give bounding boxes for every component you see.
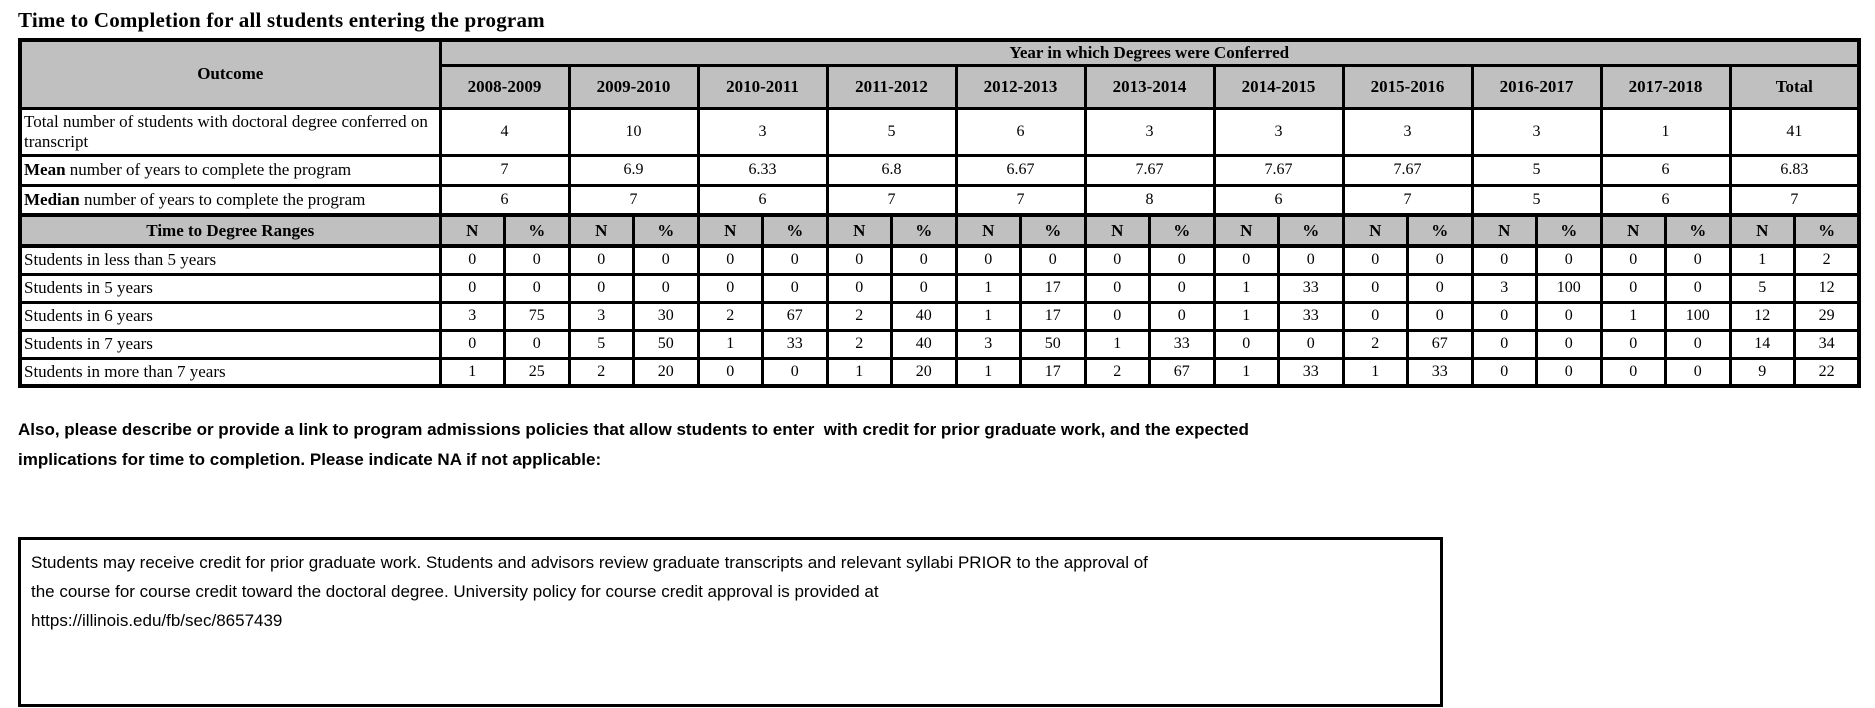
pct-cell: 50 (1021, 330, 1086, 358)
year-header-cell: 2014-2015 (1214, 65, 1343, 108)
value-cell: 6.33 (698, 155, 827, 185)
pct-cell: 33 (1150, 330, 1215, 358)
n-cell: 2 (569, 358, 634, 386)
n-cell: 1 (956, 302, 1021, 330)
ranges-header-label: Time to Degree Ranges (20, 215, 440, 246)
n-header-cell: N (827, 215, 892, 246)
pct-cell: 0 (634, 274, 699, 302)
n-cell: 0 (1085, 302, 1150, 330)
value-cell: 6 (698, 185, 827, 215)
row-label: Median number of years to complete the program (20, 185, 440, 215)
value-cell: 3 (1472, 108, 1601, 155)
row-label: Total number of students with doctoral degree conferred on transcript (20, 108, 440, 155)
value-cell: 7 (569, 185, 698, 215)
year-header-cell: 2016-2017 (1472, 65, 1601, 108)
range-row (20, 330, 1859, 358)
pct-cell: 17 (1021, 358, 1086, 386)
n-cell: 5 (1730, 274, 1795, 302)
n-cell: 0 (1601, 274, 1666, 302)
n-cell: 2 (698, 302, 763, 330)
year-header-cell: 2009-2010 (569, 65, 698, 108)
value-cell: 1 (1601, 108, 1730, 155)
n-cell: 5 (569, 330, 634, 358)
pct-cell: 0 (1537, 302, 1602, 330)
value-cell: 6.83 (1730, 155, 1859, 185)
n-cell: 2 (827, 330, 892, 358)
value-cell: 6 (1601, 155, 1730, 185)
value-cell: 5 (1472, 155, 1601, 185)
n-cell: 1 (1214, 302, 1279, 330)
row-label: Students in 7 years (20, 330, 440, 358)
pct-header-cell: % (1537, 215, 1602, 246)
n-header-cell: N (1472, 215, 1537, 246)
n-cell: 9 (1730, 358, 1795, 386)
document-page (0, 8, 1875, 708)
admissions-prompt (18, 415, 1875, 475)
n-cell: 0 (440, 246, 505, 274)
n-header-cell: N (1085, 215, 1150, 246)
value-cell: 4 (440, 108, 569, 155)
range-row (20, 246, 1859, 274)
n-header-cell: N (956, 215, 1021, 246)
n-cell: 14 (1730, 330, 1795, 358)
pct-cell: 50 (634, 330, 699, 358)
n-cell: 3 (440, 302, 505, 330)
n-cell: 1 (440, 358, 505, 386)
n-cell: 1 (956, 358, 1021, 386)
summary-row (20, 185, 1859, 215)
value-cell: 7 (956, 185, 1085, 215)
pct-cell: 20 (892, 358, 957, 386)
row-label: Students in less than 5 years (20, 246, 440, 274)
pct-cell: 2 (1795, 246, 1860, 274)
value-cell: 6.9 (569, 155, 698, 185)
value-cell: 3 (1214, 108, 1343, 155)
prompt-line: Also, please describe or provide a link to program admissions policies that allow students to enter with credit for prior graduate work, and the expected (18, 420, 1249, 439)
value-cell: 3 (1343, 108, 1472, 155)
n-cell: 0 (569, 246, 634, 274)
n-cell: 2 (1343, 330, 1408, 358)
row-label: Students in more than 7 years (20, 358, 440, 386)
year-header-cell: 2017-2018 (1601, 65, 1730, 108)
answer-line: the course for course credit toward the doctoral degree. University policy for course credit approval is provided at (31, 582, 879, 601)
pct-cell: 0 (1666, 358, 1731, 386)
pct-cell: 0 (1150, 246, 1215, 274)
n-cell: 1 (698, 330, 763, 358)
pct-cell: 0 (634, 246, 699, 274)
n-cell: 0 (698, 274, 763, 302)
pct-cell: 40 (892, 330, 957, 358)
pct-cell: 33 (1408, 358, 1473, 386)
prompt-line: implications for time to completion. Please indicate NA if not applicable: (18, 450, 602, 469)
range-row (20, 274, 1859, 302)
row-label: Mean number of years to complete the program (20, 155, 440, 185)
summary-row (20, 155, 1859, 185)
summary-row (20, 108, 1859, 155)
n-cell: 0 (440, 274, 505, 302)
pct-cell: 30 (634, 302, 699, 330)
value-cell: 10 (569, 108, 698, 155)
pct-cell: 0 (1537, 246, 1602, 274)
pct-cell: 34 (1795, 330, 1860, 358)
n-cell: 3 (1472, 274, 1537, 302)
value-cell: 7 (827, 185, 956, 215)
n-cell: 12 (1730, 302, 1795, 330)
n-cell: 0 (1601, 246, 1666, 274)
year-header-cell: 2015-2016 (1343, 65, 1472, 108)
value-cell: 7 (1343, 185, 1472, 215)
n-cell: 3 (569, 302, 634, 330)
n-cell: 0 (1472, 246, 1537, 274)
n-cell: 2 (827, 302, 892, 330)
n-cell: 0 (698, 246, 763, 274)
page-title: Time to Completion for all students entering the program (18, 8, 545, 32)
pct-cell: 67 (1408, 330, 1473, 358)
pct-cell: 0 (505, 274, 570, 302)
value-cell: 5 (827, 108, 956, 155)
n-cell: 1 (1343, 358, 1408, 386)
n-cell: 1 (1085, 330, 1150, 358)
value-cell: 6.8 (827, 155, 956, 185)
value-cell: 8 (1085, 185, 1214, 215)
n-cell: 0 (1085, 246, 1150, 274)
n-header-cell: N (569, 215, 634, 246)
value-cell: 6 (956, 108, 1085, 155)
pct-cell: 0 (1150, 274, 1215, 302)
value-cell: 6 (440, 185, 569, 215)
value-cell: 7 (1730, 185, 1859, 215)
pct-cell: 0 (892, 246, 957, 274)
pct-header-cell: % (505, 215, 570, 246)
value-cell: 7.67 (1085, 155, 1214, 185)
value-cell: 6.67 (956, 155, 1085, 185)
pct-cell: 22 (1795, 358, 1860, 386)
value-cell: 5 (1472, 185, 1601, 215)
n-header-cell: N (440, 215, 505, 246)
n-cell: 0 (1214, 246, 1279, 274)
year-header-cell: 2012-2013 (956, 65, 1085, 108)
n-cell: 0 (827, 246, 892, 274)
pct-cell: 0 (1666, 274, 1731, 302)
n-header-cell: N (1730, 215, 1795, 246)
pct-cell: 0 (1537, 330, 1602, 358)
n-cell: 0 (1472, 330, 1537, 358)
pct-header-cell: % (634, 215, 699, 246)
pct-header-cell: % (1666, 215, 1731, 246)
pct-cell: 0 (1537, 358, 1602, 386)
outcome-header-cell: Outcome (20, 40, 440, 108)
n-cell: 1 (1214, 274, 1279, 302)
pct-cell: 0 (763, 358, 828, 386)
value-cell: 3 (1085, 108, 1214, 155)
row-label: Students in 6 years (20, 302, 440, 330)
pct-header-cell: % (1021, 215, 1086, 246)
pct-cell: 12 (1795, 274, 1860, 302)
pct-cell: 25 (505, 358, 570, 386)
total-header-cell: Total (1730, 65, 1859, 108)
n-cell: 3 (956, 330, 1021, 358)
n-cell: 0 (1343, 274, 1408, 302)
n-cell: 1 (1601, 302, 1666, 330)
pct-cell: 33 (1279, 358, 1344, 386)
pct-header-cell: % (1150, 215, 1215, 246)
pct-cell: 33 (1279, 274, 1344, 302)
pct-cell: 0 (892, 274, 957, 302)
value-cell: 7 (440, 155, 569, 185)
pct-cell: 0 (1666, 246, 1731, 274)
n-cell: 0 (1472, 302, 1537, 330)
value-cell: 7.67 (1343, 155, 1472, 185)
n-cell: 0 (698, 358, 763, 386)
pct-cell: 0 (1408, 246, 1473, 274)
pct-header-cell: % (763, 215, 828, 246)
answer-line: https://illinois.edu/fb/sec/8657439 (31, 611, 283, 630)
year-header-cell: 2010-2011 (698, 65, 827, 108)
pct-cell: 0 (505, 330, 570, 358)
n-cell: 0 (1343, 302, 1408, 330)
pct-cell: 0 (763, 246, 828, 274)
pct-cell: 0 (1666, 330, 1731, 358)
year-header-cell: 2011-2012 (827, 65, 956, 108)
table-header-row (20, 40, 1859, 65)
pct-cell: 0 (1279, 246, 1344, 274)
pct-cell: 29 (1795, 302, 1860, 330)
pct-cell: 100 (1666, 302, 1731, 330)
pct-cell: 20 (634, 358, 699, 386)
value-cell: 41 (1730, 108, 1859, 155)
pct-header-cell: % (1795, 215, 1860, 246)
row-label: Students in 5 years (20, 274, 440, 302)
pct-cell: 0 (1408, 302, 1473, 330)
completion-table (18, 38, 1861, 388)
answer-box[interactable] (18, 537, 1443, 707)
year-header-cell: 2008-2009 (440, 65, 569, 108)
pct-cell: 0 (1408, 274, 1473, 302)
n-cell: 0 (440, 330, 505, 358)
n-cell: 2 (1085, 358, 1150, 386)
n-cell: 0 (569, 274, 634, 302)
n-cell: 0 (1214, 330, 1279, 358)
pct-cell: 0 (763, 274, 828, 302)
pct-header-cell: % (1279, 215, 1344, 246)
n-cell: 1 (1214, 358, 1279, 386)
n-header-cell: N (698, 215, 763, 246)
pct-cell: 33 (763, 330, 828, 358)
pct-cell: 67 (1150, 358, 1215, 386)
n-cell: 0 (827, 274, 892, 302)
year-span-header-cell: Year in which Degrees were Conferred (440, 40, 1859, 65)
value-cell: 3 (698, 108, 827, 155)
range-row (20, 302, 1859, 330)
year-header-cell: 2013-2014 (1085, 65, 1214, 108)
n-cell: 0 (1601, 330, 1666, 358)
pct-cell: 17 (1021, 302, 1086, 330)
pct-cell: 17 (1021, 274, 1086, 302)
n-cell: 1 (827, 358, 892, 386)
n-cell: 0 (1601, 358, 1666, 386)
pct-cell: 0 (1150, 302, 1215, 330)
ranges-header-row (20, 215, 1859, 246)
pct-cell: 40 (892, 302, 957, 330)
value-cell: 7.67 (1214, 155, 1343, 185)
pct-header-cell: % (892, 215, 957, 246)
pct-cell: 100 (1537, 274, 1602, 302)
value-cell: 6 (1601, 185, 1730, 215)
answer-line: Students may receive credit for prior graduate work. Students and advisors review graduate transcripts and relevant syllabi PRIOR to the approval of (31, 553, 1148, 572)
n-cell: 1 (956, 274, 1021, 302)
pct-cell: 75 (505, 302, 570, 330)
n-cell: 0 (1085, 274, 1150, 302)
row-label-bold-prefix: Mean (24, 160, 66, 179)
pct-cell: 33 (1279, 302, 1344, 330)
n-cell: 1 (1730, 246, 1795, 274)
n-header-cell: N (1214, 215, 1279, 246)
n-cell: 0 (1343, 246, 1408, 274)
n-header-cell: N (1343, 215, 1408, 246)
range-row (20, 358, 1859, 386)
n-cell: 0 (956, 246, 1021, 274)
pct-cell: 0 (1021, 246, 1086, 274)
row-label-bold-prefix: Median (24, 189, 80, 209)
n-header-cell: N (1601, 215, 1666, 246)
pct-cell: 67 (763, 302, 828, 330)
pct-cell: 0 (505, 246, 570, 274)
value-cell: 6 (1214, 185, 1343, 215)
pct-cell: 0 (1279, 330, 1344, 358)
pct-header-cell: % (1408, 215, 1473, 246)
n-cell: 0 (1472, 358, 1537, 386)
